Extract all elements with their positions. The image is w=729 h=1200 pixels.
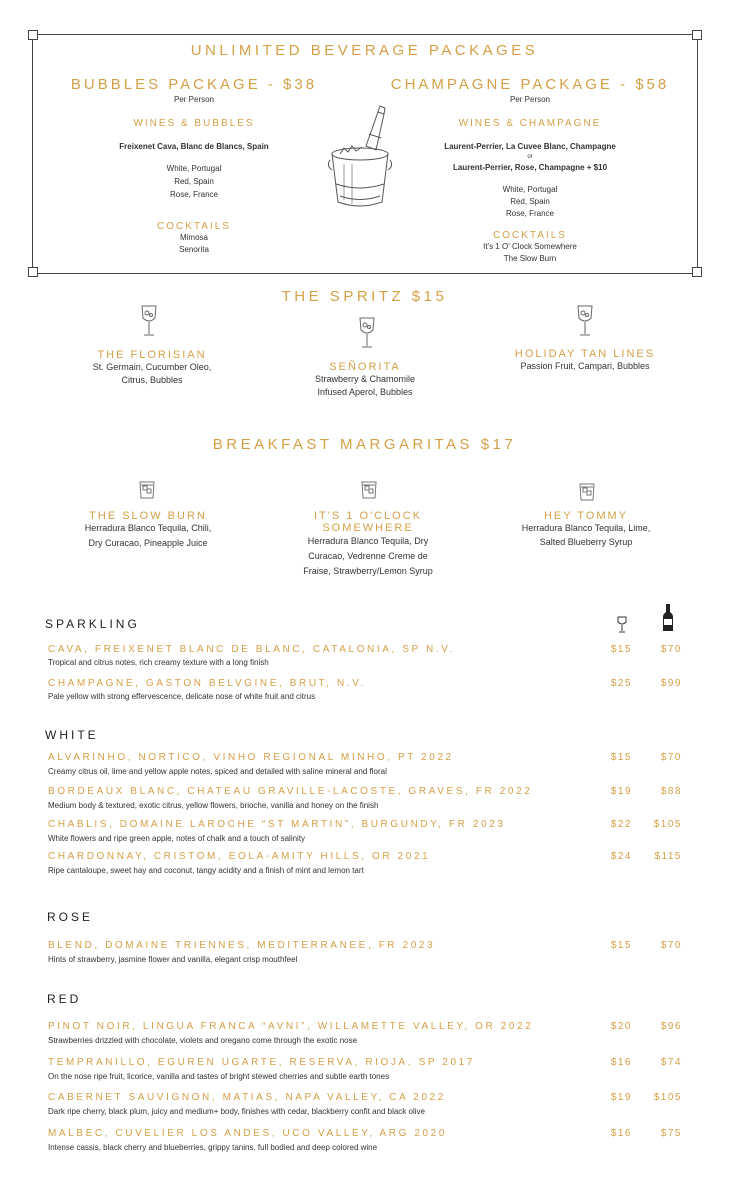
frame-corner-ornament	[28, 267, 38, 277]
bottle-price: $99	[660, 678, 682, 689]
section-title-rose: ROSE	[47, 910, 94, 924]
champagne-wines-heading: WINES & CHAMPAGNE	[458, 118, 602, 129]
margarita-item-desc: Salted Blueberry Syrup	[539, 537, 633, 547]
bottle-price: $105	[653, 819, 682, 830]
margarita-item	[486, 510, 686, 549]
margarita-item-desc: Herradura Blanco Tequila, Chili,	[84, 523, 212, 533]
wine-desc: Strawberries drizzled with chocolate, violets and oregano come through the exotic nose	[48, 1036, 358, 1045]
rocks-glass-icon	[578, 482, 596, 502]
wine-name: ALVARINHO, NORTICO, VINHO REGIONAL MINHO, PT 2022	[48, 752, 454, 763]
wine-desc: Medium body & textured, exotic citrus, yellow flowers, brioche, vanilla and honey on the finish	[48, 801, 379, 810]
wine-desc: Hints of strawberry, jasmine flower and vanilla, elegant crisp mouthfeel	[48, 955, 298, 964]
champagne-feature-2: Laurent-Perrier, Rose, Champagne + $10	[452, 163, 608, 172]
glass-price: $15	[610, 940, 632, 951]
wine-name: MALBEC, CUVELIER LOS ANDES, UCO VALLEY, ARG 2020	[48, 1128, 447, 1139]
bubbles-wine-1: White, Portugal	[166, 164, 222, 173]
champagne-per-person: Per Person	[509, 95, 551, 104]
wine-name: TEMPRANILLO, EGUREN UGARTE, RESERVA, RIOJA, SP 2017	[48, 1057, 475, 1068]
margarita-item-desc: Dry Curacao, Pineapple Juice	[88, 538, 208, 548]
bottle-price: $70	[660, 752, 682, 763]
wine-desc: White flowers and ripe green apple, notes of chalk and a touch of salinity	[48, 834, 306, 843]
spritz-item-name: HOLIDAY TAN LINES	[514, 348, 656, 360]
section-title-red: RED	[47, 992, 82, 1006]
frame-corner-ornament	[692, 30, 702, 40]
bubbles-cocktails-heading: COCKTAILS	[157, 221, 231, 232]
champagne-feature-1: Laurent-Perrier, La Cuvee Blanc, Champagne	[444, 142, 616, 151]
champagne-or: or	[527, 154, 533, 160]
wine-glass-icon	[358, 316, 376, 352]
bottle-price: $70	[660, 644, 682, 655]
margarita-item-desc: Herradura Blanco Tequila, Dry	[307, 536, 429, 546]
section-title-sparkling: SPARKLING	[45, 617, 140, 631]
wine-name: PINOT NOIR, LINGUA FRANCA “AVNI”, WILLAMETTE VALLEY, OR 2022	[48, 1021, 534, 1032]
margaritas-title: BREAKFAST MARGARITAS $17	[212, 436, 517, 453]
wine-desc: Creamy citrus oil, lime and yellow apple notes, spiced and detailed with saline mineral and floral	[48, 767, 387, 776]
champagne-cocktails-heading: COCKTAILS	[493, 230, 567, 241]
wine-desc: Pale yellow with strong effervescence, delicate nose of white fruit and citrus	[48, 692, 316, 701]
bubbles-feature-wine: Freixenet Cava, Blanc de Blancs, Spain	[119, 142, 269, 151]
bubbles-package	[44, 76, 344, 256]
champagne-cocktail-1: It's 1 O' Clock Somewhere	[483, 242, 577, 251]
wine-glass-icon	[140, 304, 158, 340]
wine-name: BORDEAUX BLANC, CHATEAU GRAVILLE-LACOSTE, GRAVES, FR 2022	[48, 786, 533, 797]
champagne-cocktail-2: The Slow Burn	[503, 254, 557, 263]
spritz-item	[52, 349, 252, 387]
margarita-item-name: IT'S 1 O'CLOCK	[314, 510, 422, 522]
spritz-item	[480, 348, 690, 373]
wine-desc: Dark ripe cherry, black plum, juicy and medium+ body, finishes with cedar, blackberry confit and black olive	[48, 1107, 425, 1116]
champagne-package	[370, 76, 690, 265]
wine-name: CHAMPAGNE, GASTON BELVGINE, BRUT, N.V.	[48, 678, 366, 689]
wine-name: CHABLIS, DOMAINE LAROCHE “ST MARTIN”, BURGUNDY, FR 2023	[48, 819, 506, 830]
wine-glass-icon	[576, 304, 594, 340]
rocks-glass-icon	[360, 480, 378, 500]
spritz-item-name: SEÑORITA	[329, 361, 401, 373]
bottle-price: $70	[660, 940, 682, 951]
spritz-item-desc: Passion Fruit, Campari, Bubbles	[520, 361, 650, 371]
bottle-price-icon	[662, 603, 674, 633]
bubbles-per-person: Per Person	[173, 95, 215, 104]
glass-price: $15	[610, 644, 632, 655]
wine-desc: Tropical and citrus notes, rich creamy texture with a long finish	[48, 658, 269, 667]
glass-price: $25	[610, 678, 632, 689]
margarita-item	[48, 510, 248, 550]
champagne-package-title: CHAMPAGNE PACKAGE - $58	[390, 76, 670, 93]
champagne-wine-3: Rose, France	[505, 209, 555, 218]
bottle-price: $88	[660, 786, 682, 797]
bubbles-cocktail-2: Senorita	[179, 245, 209, 254]
glass-price: $19	[610, 786, 632, 797]
champagne-wine-2: Red, Spain	[510, 197, 550, 206]
spritz-item-desc: Infused Aperol, Bubbles	[317, 387, 413, 397]
margarita-item-desc: Curacao, Vedrenne Creme de	[308, 551, 428, 561]
packages-title: UNLIMITED BEVERAGE PACKAGES	[190, 42, 539, 59]
wine-desc: Intense cassis, black cherry and blueberries, grippy tanins, full bodied and deep colored wine	[48, 1143, 378, 1152]
bottle-price: $105	[653, 1092, 682, 1103]
glass-price-icon	[616, 616, 628, 634]
rocks-glass-icon	[138, 480, 156, 500]
bubbles-cocktail-1: Mimosa	[179, 233, 208, 242]
glass-price: $20	[610, 1021, 632, 1032]
bubbles-wine-2: Red, Spain	[174, 177, 214, 186]
frame-corner-ornament	[692, 267, 702, 277]
glass-price: $22	[610, 819, 632, 830]
margarita-item-name: THE SLOW BURN	[89, 510, 207, 522]
wine-desc: Ripe cantaloupe, sweet hay and coconut, tangy acidity and a finish of mint and lemon tart	[48, 866, 364, 875]
champagne-wine-1: White, Portugal	[502, 185, 558, 194]
wine-name: CHARDONNAY, CRISTOM, EOLA-AMITY HILLS, OR 2021	[48, 851, 431, 862]
frame-corner-ornament	[28, 30, 38, 40]
glass-price: $16	[610, 1057, 632, 1068]
spritz-item	[265, 361, 465, 399]
glass-price: $24	[610, 851, 632, 862]
wine-name: CABERNET SAUVIGNON, MATIAS, NAPA VALLEY, CA 2022	[48, 1092, 446, 1103]
bubbles-wines-heading: WINES & BUBBLES	[133, 118, 255, 129]
section-title-white: WHITE	[45, 728, 99, 742]
bottle-price: $74	[660, 1057, 682, 1068]
margarita-item-name: SOMEWHERE	[322, 522, 414, 534]
wine-name: CAVA, FREIXENET BLANC DE BLANC, CATALONIA, SP N.V.	[48, 644, 455, 655]
spritz-item-desc: St. Germain, Cucumber Oleo,	[92, 362, 212, 372]
glass-price: $15	[610, 752, 632, 763]
spritz-item-desc: Strawberry & Chamomile	[314, 374, 416, 384]
margarita-item-desc: Herradura Blanco Tequila, Lime,	[521, 523, 651, 533]
margarita-item	[268, 510, 468, 578]
spritz-item-name: THE FLORISIAN	[97, 349, 207, 361]
bottle-price: $96	[660, 1021, 682, 1032]
spritz-title: THE SPRITZ $15	[281, 288, 448, 305]
bottle-price: $115	[654, 851, 682, 862]
glass-price: $16	[610, 1128, 632, 1139]
margarita-item-name: HEY TOMMY	[543, 510, 629, 522]
spritz-item-desc: Citrus, Bubbles	[121, 375, 183, 385]
bubbles-wine-3: Rose, France	[169, 190, 219, 199]
wine-name: BLEND, DOMAINE TRIENNES, MEDITERRANEE, FR 2023	[48, 940, 436, 951]
bubbles-package-title: BUBBLES PACKAGE - $38	[70, 76, 318, 93]
margarita-item-desc: Fraise, Strawberry/Lemon Syrup	[303, 566, 433, 576]
wine-desc: On the nose ripe fruit, licorice, vanilla and tastes of bright stewed cherries and subtle earth tones	[48, 1072, 390, 1081]
bottle-price: $75	[660, 1128, 682, 1139]
glass-price: $19	[610, 1092, 632, 1103]
